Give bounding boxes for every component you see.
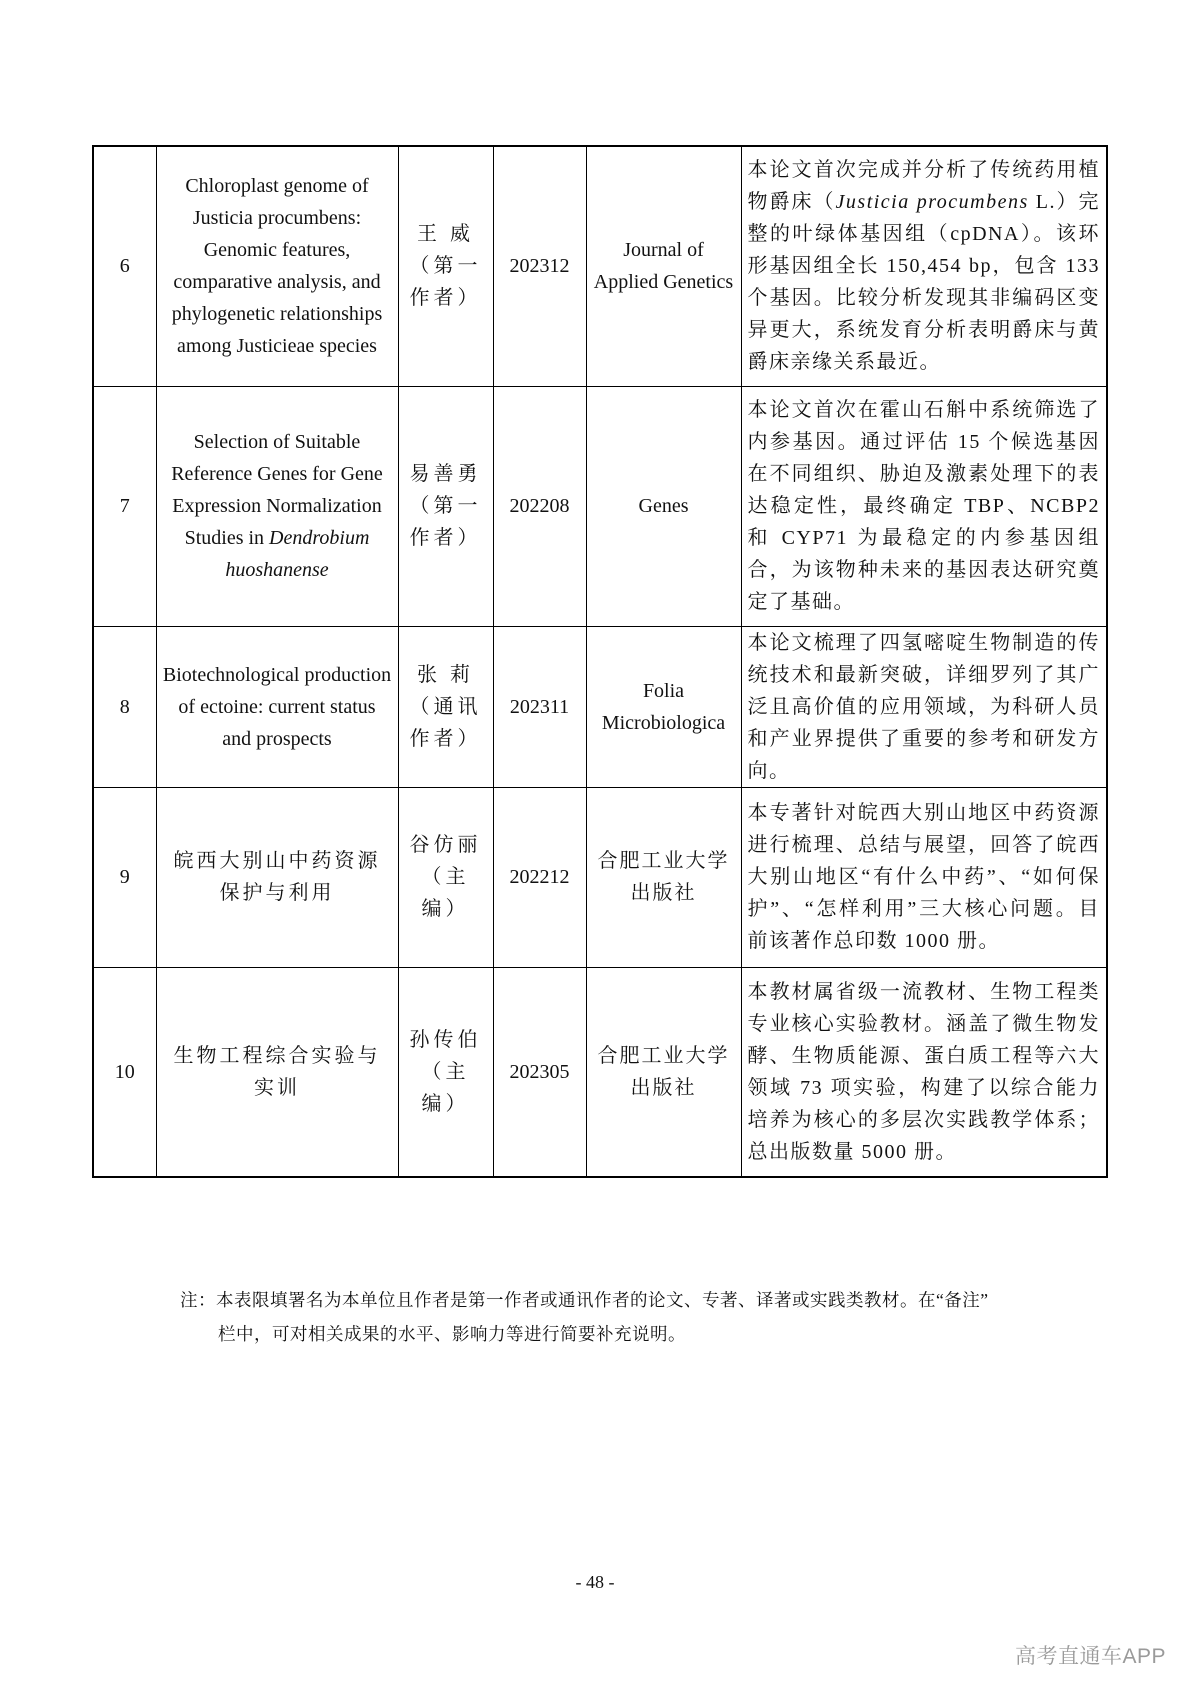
publication-date: 202208 [493, 386, 586, 626]
author-name: 张 莉 [417, 663, 474, 686]
row-number: 8 [93, 626, 156, 787]
remarks: 本论文梳理了四氢嘧啶生物制造的传统技术和最新突破，详细罗列了其广泛且高价值的应用领域，为科研人员和产业界提供了重要的参考和研发方向。 [741, 626, 1107, 787]
page-number: - 48 - [575, 1572, 615, 1592]
publisher: 合肥工业大学出版社 [586, 967, 741, 1177]
author-role: （主编） [421, 866, 470, 920]
publication-date: 202212 [493, 787, 586, 967]
remarks: 本专著针对皖西大别山地区中药资源进行梳理、总结与展望，回答了皖西大别山地区“有什么中药”、“如何保护”、“怎样利用”三大核心问题。目前该著作总印数 1000 册。 [741, 787, 1107, 967]
results-table-container [92, 145, 1106, 1178]
remarks-text: 本论文首次完成并分析了传统药用植物爵床（ [747, 159, 1100, 214]
table-row [93, 967, 1107, 1177]
table-row [93, 146, 1107, 386]
publisher: Journal of Applied Genetics [586, 146, 741, 386]
work-title: 生物工程综合实验与实训 [156, 967, 398, 1177]
publication-date: 202305 [493, 967, 586, 1177]
author-name: 易善勇 [409, 463, 482, 485]
species-name: Dendrobium huoshanense [225, 527, 370, 581]
author-role: （第一作者） [409, 255, 482, 310]
table-row [93, 787, 1107, 967]
table-row [93, 386, 1107, 626]
table-footnote [180, 1283, 1080, 1351]
author-role: （第一作者） [409, 495, 482, 549]
results-table [92, 145, 1108, 1178]
table-row [93, 626, 1107, 787]
remarks [741, 146, 1107, 386]
row-number: 7 [93, 386, 156, 626]
row-number: 9 [93, 787, 156, 967]
row-number: 6 [93, 146, 156, 386]
author-role: （主编） [421, 1060, 470, 1115]
work-title: Chloroplast genome of Justicia procumbens: Genomic features, comparative analysis, and phylogenetic relationships among Justicieae species [156, 146, 398, 386]
author-role: （通讯作者） [409, 695, 482, 750]
footnote-line-1: 注：本表限填署名为本单位且作者是第一作者或通讯作者的论文、专著、译著或实践类教材。在“备注” [180, 1290, 989, 1310]
author-cell [398, 967, 493, 1177]
author-name: 谷仿丽 [409, 834, 482, 856]
work-title: Biotechnological production of ectoine: current status and prospects [156, 626, 398, 787]
publisher: Folia Microbiologica [586, 626, 741, 787]
work-title: 皖西大别山中药资源保护与利用 [156, 787, 398, 967]
remarks: 本论文首次在霍山石斛中系统筛选了内参基因。通过评估 15 个候选基因在不同组织、胁迫及激素处理下的表达稳定性，最终确定 TBP、NCBP2 和 CYP71 为最稳定的内参基因组合，为该物种未来的基因表达研究奠定了基础。 [741, 386, 1107, 626]
publisher: Genes [586, 386, 741, 626]
work-title-text: Selection of Suitable Reference Genes for Gene Expression Normalization Studies in [171, 431, 383, 549]
author-cell [398, 787, 493, 967]
author-cell [398, 386, 493, 626]
row-number: 10 [93, 967, 156, 1177]
publication-date: 202311 [493, 626, 586, 787]
watermark: 高考直通车APP [1014, 1645, 1166, 1668]
author-name: 王 威 [417, 223, 474, 246]
work-title [156, 386, 398, 626]
publisher: 合肥工业大学出版社 [586, 787, 741, 967]
publication-date: 202312 [493, 146, 586, 386]
footnote-line-2: 栏中，可对相关成果的水平、影响力等进行简要补充说明。 [218, 1324, 686, 1344]
author-name: 孙传伯 [409, 1028, 482, 1051]
author-cell [398, 626, 493, 787]
species-name: Justicia procumbens [835, 191, 1029, 214]
remarks: 本教材属省级一流教材、生物工程类专业核心实验教材。涵盖了微生物发酵、生物质能源、蛋白质工程等六大领域 73 项实验，构建了以综合能力培养为核心的多层次实践教学体系；总出版数量 5000 册。 [741, 967, 1107, 1177]
author-cell [398, 146, 493, 386]
remarks-text: L.）完整的叶绿体基因组（cpDNA）。该环形基因组全长 150,454 bp，包含 133 个基因。比较分析发现其非编码区变异更大，系统发育分析表明爵床与黄爵床亲缘关系最近。 [747, 191, 1100, 374]
